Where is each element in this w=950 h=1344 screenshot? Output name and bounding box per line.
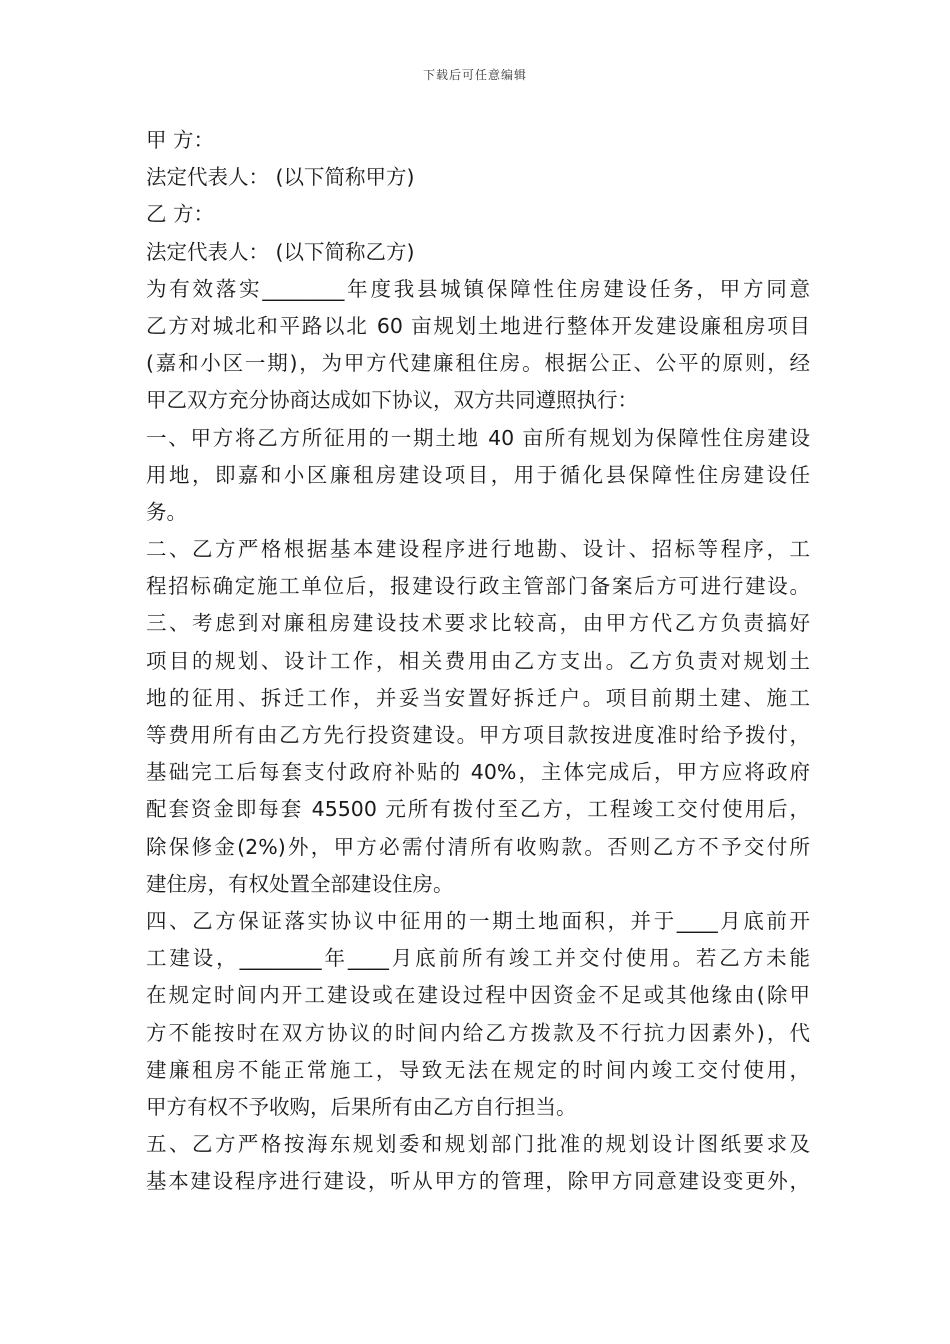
text-line: 工建设，________年____月底前所有竣工并交付使用。若乙方未能 xyxy=(146,946,810,971)
text-line: 务。 xyxy=(146,499,187,524)
text-line: 乙 方： xyxy=(146,202,215,227)
text-line: 基本建设程序进行建设，听从甲方的管理，除甲方同意建设变更外， xyxy=(146,1169,810,1194)
text-line: 程招标确定施工单位后，报建设行政主管部门备案后方可进行建设。 xyxy=(146,574,810,599)
text-line: 甲 方： xyxy=(146,128,215,152)
text-line: 法定代表人： (以下简称甲方) xyxy=(146,165,415,190)
download-note: 下载后可任意编辑 xyxy=(422,68,527,82)
text-line: 项目的规划、设计工作，相关费用由乙方支出。乙方负责对规划土 xyxy=(146,648,810,673)
text-line: 方不能按时在双方协议的时间内给乙方拨款及不行抗力因素外)，代 xyxy=(146,1020,810,1045)
text-line: 五、乙方严格按海东规划委和规划部门批准的规划设计图纸要求及 xyxy=(146,1132,810,1157)
text-line: (嘉和小区一期)，为甲方代建廉租住房。根据公正、公平的原则，经 xyxy=(146,351,810,376)
text-line: 地的征用、拆迁工作，并妥当安置好拆迁户。项目前期土建、施工 xyxy=(146,685,810,710)
text-line: 一、甲方将乙方所征用的一期土地 40 亩所有规划为保障性住房建设 xyxy=(146,425,810,450)
text-line: 甲乙双方充分协商达成如下协议，双方共同遵照执行： xyxy=(146,388,638,413)
text-line: 三、考虑到对廉租房建设技术要求比较高，由甲方代乙方负责搞好 xyxy=(146,611,810,636)
text-line: 配套资金即每套 45500 元所有拨付至乙方，工程竣工交付使用后， xyxy=(146,797,810,822)
text-line: 用地，即嘉和小区廉租房建设项目，用于循化县保障性住房建设任 xyxy=(146,462,810,487)
text-line: 为有效落实________年度我县城镇保障性住房建设任务，甲方同意 xyxy=(146,276,810,301)
text-line: 二、乙方严格根据基本建设程序进行地勘、设计、招标等程序，工 xyxy=(146,537,810,562)
text-line: 甲方有权不予收购，后果所有由乙方自行担当。 xyxy=(146,1094,577,1119)
text-line: 法定代表人： (以下简称乙方) xyxy=(146,239,415,264)
text-line: 建住房，有权处置全部建设住房。 xyxy=(146,871,454,896)
text-line: 除保修金(2%)外，甲方必需付清所有收购款。否则乙方不予交付所 xyxy=(146,834,810,859)
text-line: 基础完工后每套支付政府补贴的 40%，主体完成后，甲方应将政府 xyxy=(146,760,810,785)
text-line: 等费用所有由乙方先行投资建设。甲方项目款按进度准时给予拨付， xyxy=(146,723,810,747)
document-body xyxy=(146,122,810,1200)
text-line: 在规定时间内开工建设或在建设过程中因资金不足或其他缘由(除甲 xyxy=(146,983,810,1008)
text-line: 四、乙方保证落实协议中征用的一期土地面积，并于____月底前开 xyxy=(146,908,810,933)
text-line: 建廉租房不能正常施工，导致无法在规定的时间内竣工交付使用， xyxy=(146,1057,810,1082)
text-line: 乙方对城北和平路以北 60 亩规划土地进行整体开发建设廉租房项目 xyxy=(146,313,810,338)
